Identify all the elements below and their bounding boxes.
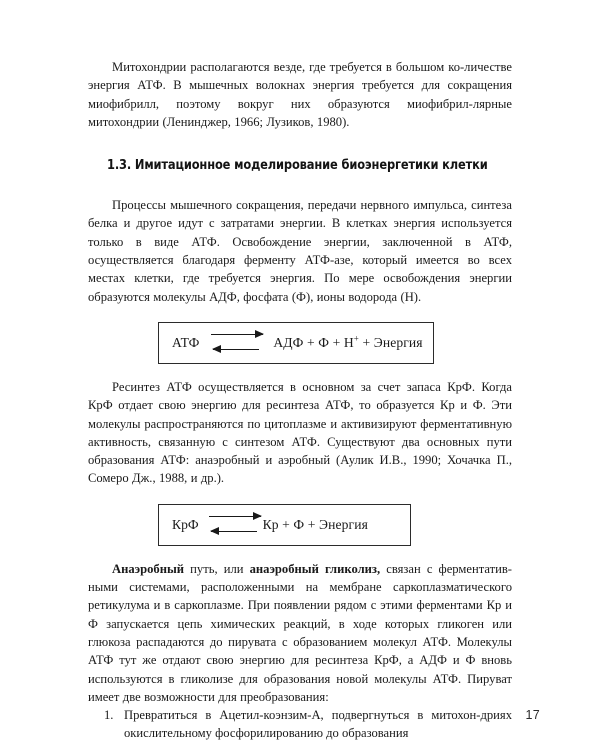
equation-right-prefix: Кр + Ф + Энергия xyxy=(262,516,368,532)
list-item xyxy=(88,706,512,743)
reversible-arrows-icon xyxy=(211,330,269,356)
paragraph-after-heading: Процессы мышечного сокращения, передачи нервного импульса, синтеза белка и другое идут с затратами энергии. В клетках энергия используется только в виде АТФ. Освобождение энергии, заключенной в АТФ, осуществляется благодаря ферменту АТФ-азе, который имеется во всех местах клетки, где требуется энергия. По мере освобождения энергии образуются молекулы АДФ, фосфата (Ф), ионы водорода (Н). xyxy=(88,198,512,304)
page-number: 17 xyxy=(525,708,540,722)
equation-block-crp xyxy=(88,504,512,546)
page-content-column xyxy=(88,58,512,743)
numbered-list xyxy=(88,706,512,743)
spacer xyxy=(88,174,512,196)
equation-right-term xyxy=(273,335,422,351)
equation-right-suffix: + Энергия xyxy=(358,334,423,350)
equation-box xyxy=(158,504,411,546)
paragraph-intro: Митохондрии располагаются везде, где требуется в большом ко-личестве энергия АТФ. В мышечных волокнах энергия требуется для сокращения миофибрилл, поэтому вокруг них образуются миофибрил-лярные митохондрии (Ленинджер, 1966; Лузиков, 1980). xyxy=(88,60,512,129)
paragraph-resynthesis: Ресинтез АТФ осуществляется в основном за счет запаса КрФ. Когда КрФ отдает свою энергию для ресинтеза АТФ, то образуется Кр и Ф. Эти молекулы распространяются по цитоплазме и активизируют ферментативную активность, связанную с синтезом АТФ. Существуют два основных пути образования АТФ: анаэробный и аэробный (Аулик И.В., 1990; Хочачка П., Сомеро Дж., 1988, и др.). xyxy=(88,379,512,486)
spacer xyxy=(88,364,512,378)
paragraph-anaerobic xyxy=(88,560,512,706)
arrow-left-icon xyxy=(213,349,259,350)
equation-block-atp xyxy=(88,322,512,364)
term-anaerobic-glycolysis: анаэробный гликолиз, xyxy=(249,561,381,576)
paragraph-anaerobic-mid: путь, или xyxy=(184,561,250,576)
equation-right-superscript: + xyxy=(353,333,359,344)
arrow-right-icon xyxy=(209,516,261,517)
equation-right-term xyxy=(263,517,368,533)
section-heading: 1.3. Имитационное моделирование биоэнергетики клетки xyxy=(107,158,488,174)
spacer xyxy=(88,546,512,560)
list-item-marker: 1. xyxy=(104,708,114,723)
equation-left-term: КрФ xyxy=(172,516,199,532)
equation-box xyxy=(158,322,434,364)
paragraph-anaerobic-rest: связан с ферментатив-ными системами, расположенными на мембране саркоплазматического ретикулума и в саркоплазме. При появлении рядом с этими ферментами Кр и Ф запускается цепь химических реакций, в ходе которых гликоген или глюкоза распадаются до пирувата с образованием молекул АТФ. Молекулы АТФ тут же отдают свою энергию для ресинтеза КрФ, а АДФ и Ф вновь используются в гликолизе для образования новой молекулы АТФ. Пируват имеет две возможности для преобразования: xyxy=(88,561,512,704)
arrow-right-icon xyxy=(211,334,263,335)
term-anaerobic-path: Анаэробный xyxy=(112,561,185,576)
equation-left-term: АТФ xyxy=(172,334,200,350)
list-item-text: Превратиться в Ацетил-коэнзим-А, подвергнуться в митохон-дриях окислительному фосфорилированию до образования xyxy=(124,708,512,741)
equation-right-prefix: АДФ + Ф + H xyxy=(273,334,354,350)
reversible-arrows-icon xyxy=(209,512,261,538)
arrow-left-icon xyxy=(211,531,257,532)
